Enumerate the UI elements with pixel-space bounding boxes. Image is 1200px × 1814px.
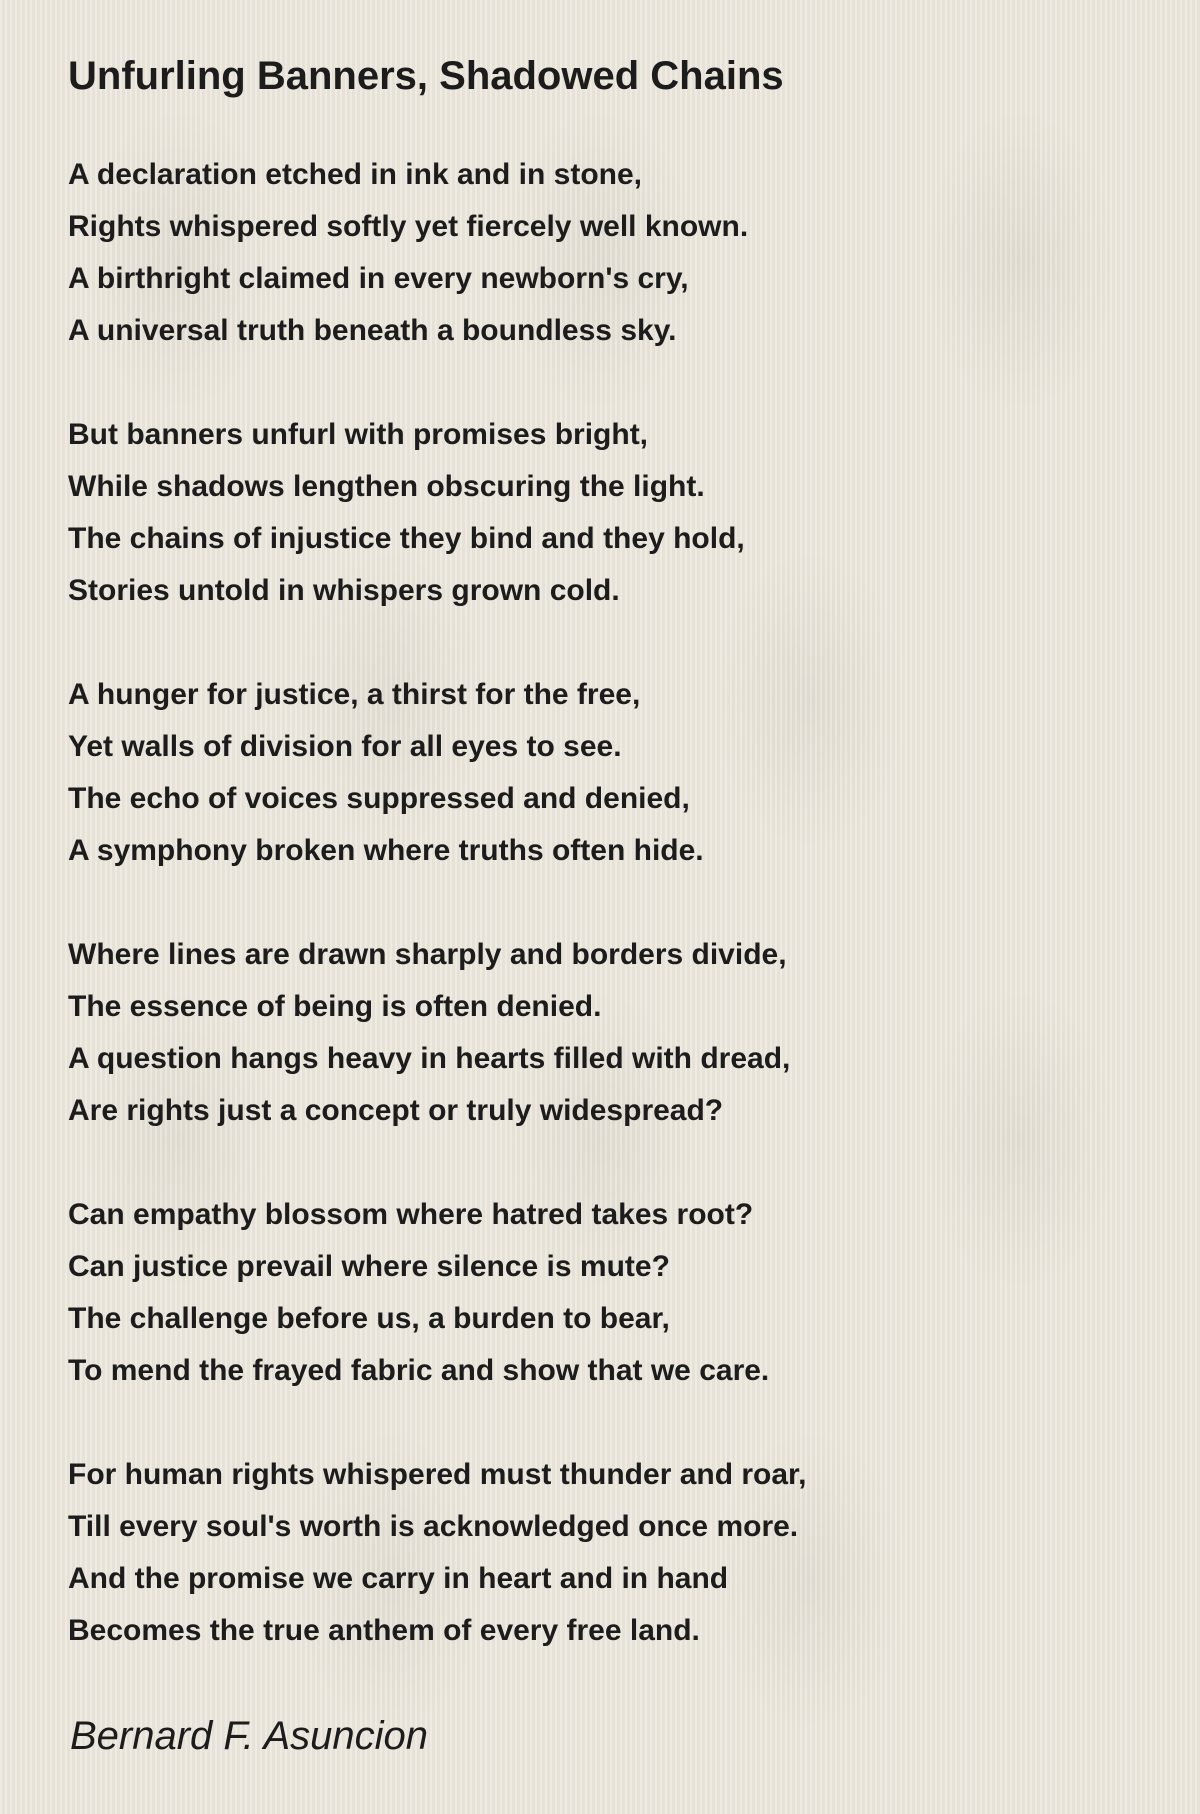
stanza-3 [68,669,806,877]
poem-line: Where lines are drawn sharply and borders divide, [68,938,787,971]
poem-line: A hunger for justice, a thirst for the free, [68,678,641,711]
poem-line: Are rights just a concept or truly widespread? [68,1094,724,1127]
poem-line: But banners unfurl with promises bright, [68,418,649,451]
poem-line: A symphony broken where truths often hide. [68,834,704,867]
poem-line: While shadows lengthen obscuring the light. [68,470,705,503]
poem-line: And the promise we carry in heart and in hand [68,1562,729,1595]
poem-line: Can justice prevail where silence is mute? [68,1250,670,1283]
poem-line: Becomes the true anthem of every free land. [68,1614,700,1647]
poem-line: The challenge before us, a burden to bear, [68,1302,670,1335]
poem-author: Bernard F. Asuncion [70,1714,428,1758]
stanza-1 [68,149,806,357]
poem-line: A birthright claimed in every newborn's cry, [68,262,689,295]
poem-line: The echo of voices suppressed and denied, [68,782,690,815]
stanza-6 [68,1449,806,1657]
poem-line: A universal truth beneath a boundless sky. [68,314,677,347]
poem-line: Yet walls of division for all eyes to see. [68,730,622,763]
poem-line: Stories untold in whispers grown cold. [68,574,620,607]
stanza-5 [68,1189,806,1397]
stanza-4 [68,929,806,1137]
poem-line: The chains of injustice they bind and they hold, [68,522,745,555]
poem-line: To mend the frayed fabric and show that we care. [68,1354,770,1387]
poem-line: A question hangs heavy in hearts filled with dread, [68,1042,791,1075]
poem-line: Rights whispered softly yet fiercely well known. [68,210,749,243]
poem-line: Till every soul's worth is acknowledged once more. [68,1510,799,1543]
poem-line: For human rights whispered must thunder and roar, [68,1458,807,1491]
poem-title: Unfurling Banners, Shadowed Chains [68,54,784,98]
poem-body [68,149,806,1709]
poem-line: Can empathy blossom where hatred takes root? [68,1198,754,1231]
poem-line: A declaration etched in ink and in stone, [68,158,642,191]
poem-line: The essence of being is often denied. [68,990,602,1023]
stanza-2 [68,409,806,617]
